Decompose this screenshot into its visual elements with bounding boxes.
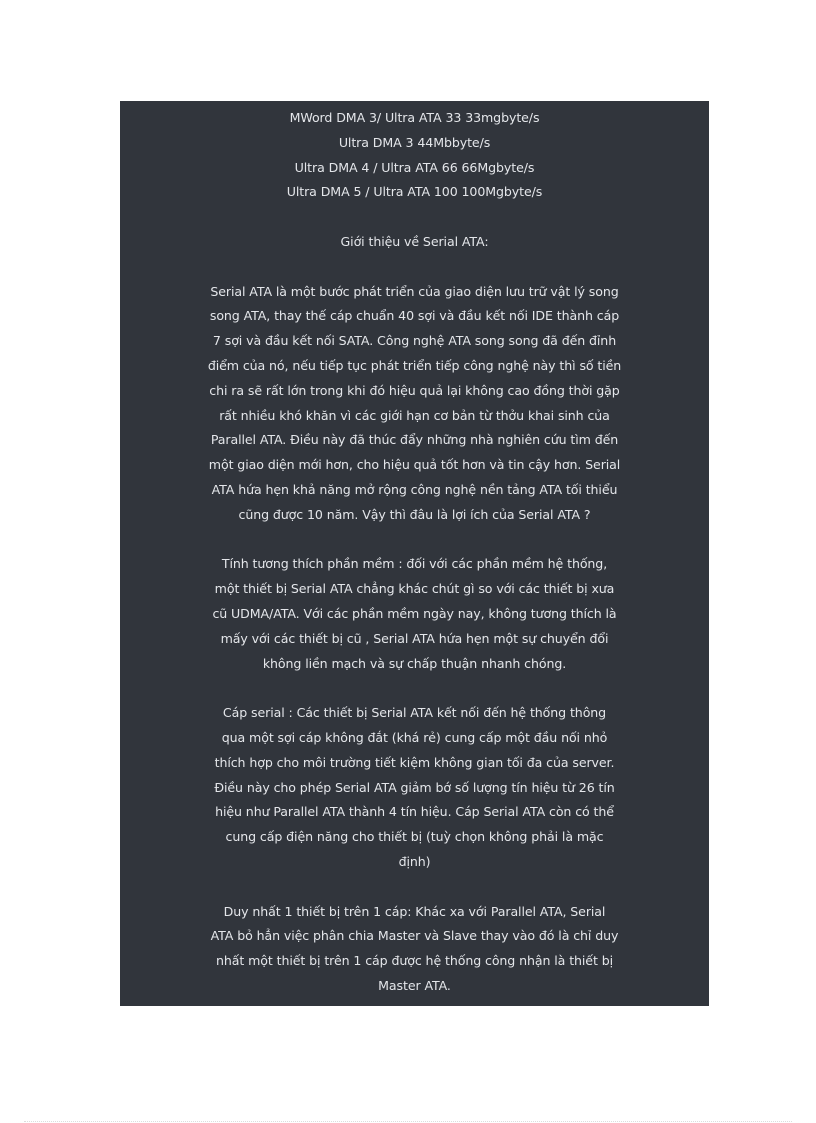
paragraph-line: Master ATA.	[378, 977, 451, 993]
paragraph-line: ATA hứa hẹn khả năng mở rộng công nghệ nền tảng ATA tối thiểu	[211, 481, 618, 497]
section-heading-block	[200, 230, 630, 255]
paragraph-intro	[200, 280, 630, 528]
paragraph-line: chi ra sẽ rất lớn trong khi đó hiệu quả lại không cao đồng thời gặp	[209, 382, 620, 398]
spacer	[120, 676, 709, 701]
paragraph-line: 7 sợi và đầu kết nối SATA. Công nghệ ATA song song đã đến đỉnh	[212, 333, 617, 349]
paragraph-line: không liền mạch và sự chấp thuận nhanh chóng.	[262, 655, 567, 671]
paragraph-line: cũng được 10 năm. Vậy thì đâu là lợi ích của Serial ATA ?	[238, 506, 591, 522]
paragraph-line: Điều này cho phép Serial ATA giảm bớ số lượng tín hiệu từ 26 tín	[214, 779, 615, 795]
spacer	[120, 205, 709, 230]
paragraph-serial-cable	[200, 701, 630, 875]
section-heading: Giới thiệu về Serial ATA:	[340, 233, 489, 249]
paragraph-line: định)	[398, 853, 431, 869]
spacer	[120, 255, 709, 280]
spec-line: Ultra DMA 4 / Ultra ATA 66 66Mgbyte/s	[294, 159, 535, 175]
paragraph-line: ATA bỏ hẳn việc phân chia Master và Slave thay vào đó là chỉ duy	[210, 928, 619, 944]
paragraph-line: một thiết bị Serial ATA chẳng khác chút gì so với các thiết bị xưa	[214, 581, 615, 597]
spec-line: Ultra DMA 3 44Mbbyte/s	[338, 134, 491, 150]
paragraph-line: song ATA, thay thế cáp chuẩn 40 sợi và đầu kết nối IDE thành cáp	[209, 308, 620, 324]
paragraph-single-device	[200, 900, 630, 999]
spec-list	[200, 106, 630, 205]
spec-line: Ultra DMA 5 / Ultra ATA 100 100Mgbyte/s	[286, 184, 543, 200]
paragraph-line: điểm của nó, nếu tiếp tục phát triển tiếp công nghệ này thì số tiền	[207, 357, 622, 373]
paragraph-line: thích hợp cho môi trường tiết kiệm không gian tối đa của server.	[214, 754, 615, 770]
paragraph-line: Parallel ATA. Điều này đã thúc đẩy những nhà nghiên cứu tìm đến	[210, 432, 619, 448]
paragraph-line: Duy nhất 1 thiết bị trên 1 cáp: Khác xa với Parallel ATA, Serial	[223, 903, 606, 919]
paragraph-line: cung cấp điện năng cho thiết bị (tuỳ chọn không phải là mặc	[225, 829, 604, 845]
page-bottom-divider	[24, 1121, 792, 1122]
dark-text-panel	[120, 101, 709, 1006]
paragraph-software-compat	[200, 552, 630, 676]
spacer	[120, 528, 709, 553]
spacer	[120, 875, 709, 900]
paragraph-line: qua một sợi cáp không đắt (khá rẻ) cung cấp một đầu nối nhỏ	[221, 729, 608, 745]
spec-line: MWord DMA 3/ Ultra ATA 33 33mgbyte/s	[289, 110, 540, 125]
paragraph-line: Cáp serial : Các thiết bị Serial ATA kết nối đến hệ thống thông	[222, 705, 607, 721]
paragraph-line: hiệu như Parallel ATA thành 4 tín hiệu. Cáp Serial ATA còn có thể	[215, 804, 614, 820]
paragraph-line: Tính tương thích phần mềm : đối với các phần mềm hệ thống,	[221, 556, 608, 572]
paragraph-line: Serial ATA là một bước phát triển của giao diện lưu trữ vật lý song	[210, 283, 619, 299]
paragraph-line: cũ UDMA/ATA. Với các phần mềm ngày nay, không tương thích là	[212, 605, 617, 621]
paragraph-line: nhất một thiết bị trên 1 cáp được hệ thống công nhận là thiết bị	[215, 953, 613, 969]
paragraph-line: mấy với các thiết bị cũ , Serial ATA hứa hẹn một sự chuyển đổi	[220, 630, 609, 646]
paragraph-line: một giao diện mới hơn, cho hiệu quả tốt hơn và tin cậy hơn. Serial	[208, 457, 621, 473]
paragraph-line: rất nhiều khó khăn vì các giới hạn cơ bản từ thởu khai sinh của	[219, 407, 610, 423]
